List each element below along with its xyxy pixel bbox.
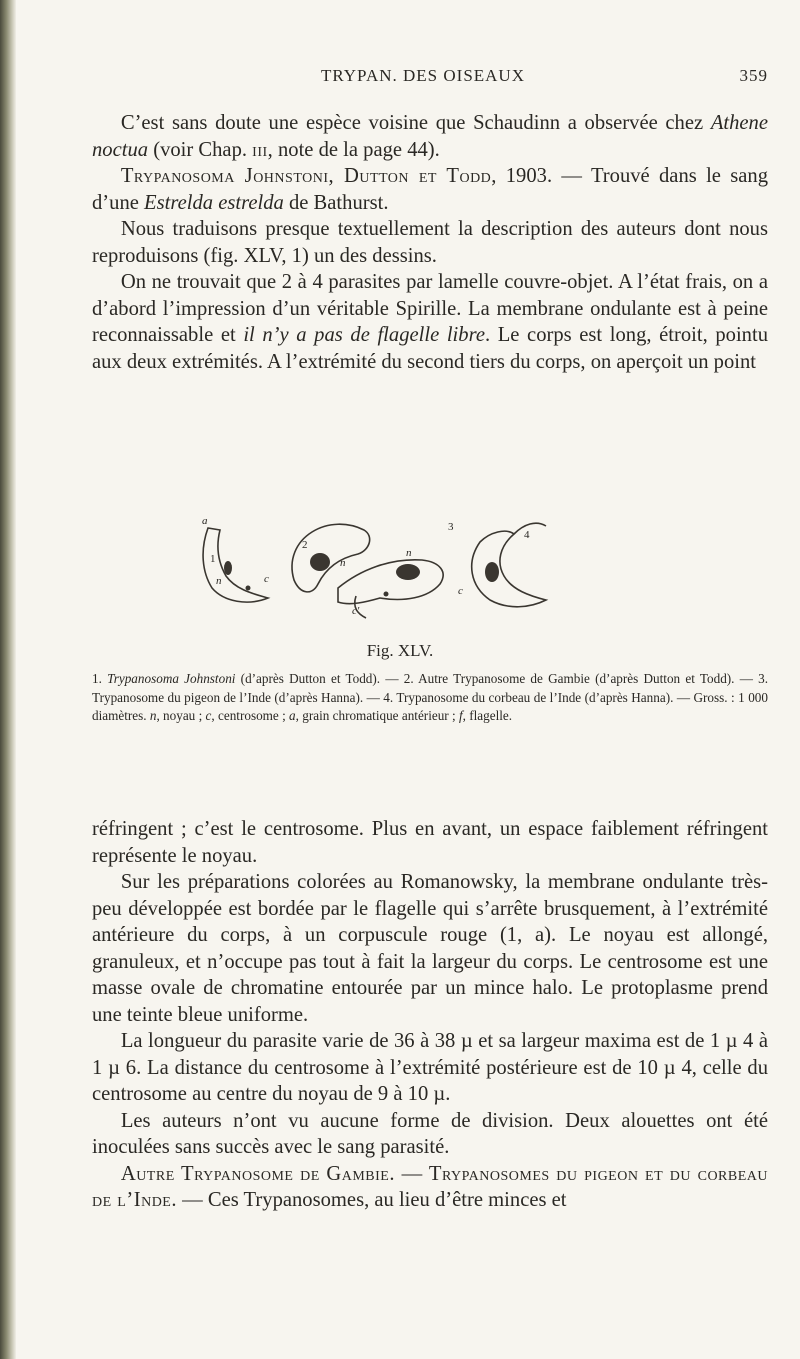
figure-label: 4 <box>524 529 530 541</box>
paragraph: Les auteurs n’ont vu aucune forme de division. Deux alouettes ont été inoculées sans succès avec le sang parasité. <box>92 1109 768 1158</box>
species-name: Trypanosoma Johnstoni <box>107 671 236 686</box>
legend-text: 1. <box>92 671 108 686</box>
figure-label: c <box>264 573 269 585</box>
text-run: On ne trouvait que 2 à 4 parasites par lamelle couvre-objet. A l’état frais, on a d’abord l’impression d’un véritable Spirille. La membrane ondulante est à peine reconnaissable et <box>92 271 768 346</box>
trypanosome-1 <box>203 528 268 602</box>
chapter-numeral: iii <box>252 138 268 161</box>
legend-symbol: f <box>458 708 463 723</box>
figure-label: 3 <box>448 521 454 533</box>
text-run: — Ces Trypanosomes, au lieu d’être minces et <box>177 1189 567 1211</box>
centrosome-mark <box>246 586 251 591</box>
legend-symbol: a <box>289 708 296 723</box>
legend-text: , grain chromatique antérieur ; <box>295 708 459 723</box>
nucleus-mark <box>396 564 420 580</box>
legend-symbol: n <box>149 708 157 723</box>
figure-label: n <box>216 575 222 587</box>
legend-text: , centrosome ; <box>211 708 290 723</box>
running-head <box>78 66 768 92</box>
legend-text: , flagelle. <box>462 708 513 723</box>
paragraph <box>92 163 768 216</box>
text-run: , 1903. — Trouvé dans le sang d’une <box>92 165 768 214</box>
figure-label: a <box>202 515 208 527</box>
text-run: , note de la page 44). <box>267 138 440 161</box>
nucleus-mark <box>310 553 330 571</box>
paragraph: Sur les préparations colorées au Romanowsky, la membrane ondulante très-peu développée est bordée par le flagelle qui s’arrête brusquement, à l’extrémité antérieure du corps, à un corpuscule rouge (1, a). Le noyau est allongé, granuleux, et n’occupe pas tout à fait la largeur du corps. Le centrosome est une masse ovale de chromatine entourée par un mince halo. Le protoplasme prend une teinte bleue uniforme. <box>92 871 768 1026</box>
paragraph <box>92 269 768 375</box>
text-run: (voir Chap. <box>148 138 253 161</box>
trypanosome-3 <box>338 560 443 604</box>
figure-label: c <box>458 585 463 597</box>
figure-label: n <box>406 547 412 559</box>
paragraph <box>92 110 768 163</box>
figure-label: 2 <box>302 539 308 551</box>
trypanosome-4 <box>472 531 546 607</box>
paragraph: réfringent ; c’est le centrosome. Plus en avant, un espace faiblement réfringent représente le noyau. <box>92 818 768 867</box>
species-name: Estrelda estrelda <box>144 191 284 214</box>
page-number: 359 <box>739 66 768 85</box>
legend-symbol: c <box>205 708 212 723</box>
book-binding-edge <box>0 0 16 1359</box>
nucleus-mark <box>485 562 499 582</box>
trypanosome-figure <box>190 510 590 620</box>
paragraph: La longueur du parasite varie de 36 à 38 µ et sa largeur maxima est de 1 µ 4 à 1 µ 6. La distance du centrosome à l’extrémité postérieure est de 10 µ 4, celle du centrosome au centre du noyau de 9 à 10 µ. <box>92 1030 768 1105</box>
centrosome-mark <box>384 592 389 597</box>
species-name: Athene noctua <box>92 112 768 161</box>
nucleus-mark <box>224 561 232 575</box>
figure-label: n <box>340 557 346 569</box>
flagellum <box>514 523 546 534</box>
legend-text: , noyau ; <box>156 708 206 723</box>
paragraph <box>92 1161 768 1214</box>
text-block-top <box>92 110 768 375</box>
trypanosome-2 <box>292 524 370 592</box>
text-block-bottom <box>92 816 768 1214</box>
running-title: TRYPAN. DES OISEAUX <box>321 66 525 85</box>
section-heading: Trypanosoma Johnstoni, Dutton et Todd <box>120 165 492 187</box>
text-run: . Le corps est long, étroit, pointu aux deux extrémités. A l’extrémité du second tiers du corps, on aperçoit un point <box>92 324 768 373</box>
emphasis: il n’y a pas de flagelle libre <box>243 324 485 346</box>
text-run: C’est sans doute une espèce voisine que Schaudinn a observée chez <box>120 112 711 134</box>
figure-label: c' <box>352 605 360 617</box>
figure-label: 1 <box>210 553 216 565</box>
legend-text: (d’après Dutton et Todd). — 2. Autre Trypanosome de Gambie (d’après Dutton et Todd). — 3. Trypanosome du pigeon de l’Inde (d’après Hanna). — 4. Trypanosome du corbeau de l’Inde (d’après Hanna). — Gross. : 1 000 diamètres. <box>92 671 769 723</box>
figure-legend <box>92 670 768 726</box>
text-run: de Bathurst. <box>283 191 389 214</box>
figure-caption: Fig. XLV. <box>366 641 434 660</box>
section-heading: Autre Trypanosome de Gambie. — Trypanosomes du pigeon et du corbeau de l’Inde. <box>92 1162 768 1211</box>
paragraph: Nous traduisons presque textuellement la description des auteurs dont nous reproduisons (fig. XLV, 1) un des dessins. <box>92 218 768 267</box>
